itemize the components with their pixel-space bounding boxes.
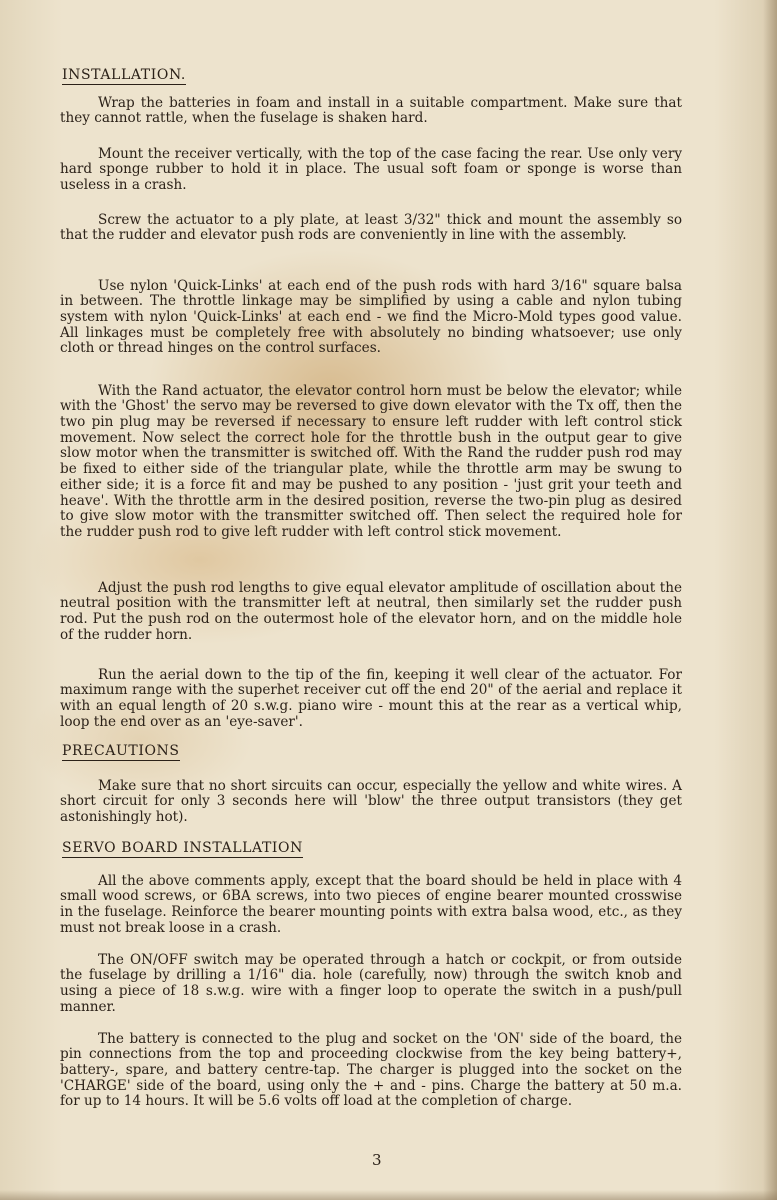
paragraph: All the above comments apply, except that the board should be held in place with 4 small wood screws, or 6BA screws, into two pieces of engine bearer mounted crosswise in the fuselage. Reinforce the bearer mounting points with extra balsa wood, etc., as they must not break loose in a crash.: [60, 872, 682, 936]
paragraph: Wrap the batteries in foam and install in a suitable compartment. Make sure that they cannot rattle, when the fuselage is shaken hard.: [60, 94, 682, 127]
page-edge-shadow: [763, 0, 777, 1200]
heading-precautions: PRECAUTIONS: [62, 743, 180, 759]
paragraph: With the Rand actuator, the elevator control horn must be below the elevator; while with the 'Ghost' the servo may be reversed to give down elevator with the Tx off, then the two pin plug may be reversed if necessary to ensure left rudder with left control stick movement. Now select the correct hole for the throttle bush in the output gear to give slow motor when the transmitter is switched off. With the Rand the rudder push rod may be fixed to either side of the triangular plate, while the throttle arm may be swung to either side; it is a force fit and may be pushed to any position - 'just grit your teeth and heave'. With the throttle arm in the desired position, reverse the two-pin plug as desired to give slow motor with the transmitter switched off. Then select the required hole for the rudder push rod to give left rudder with left control stick movement.: [60, 382, 682, 540]
paragraph: The battery is connected to the plug and socket on the 'ON' side of the board, the pin connections from the top and proceeding clockwise from the key being battery+, battery-, spare, and battery centre-tap. The charger is plugged into the socket on the 'CHARGE' side of the board, using only the + and - pins. Charge the battery at 50 m.a. for up to 14 hours. It will be 5.6 volts off load at the completion of charge.: [60, 1030, 682, 1110]
paragraph: Screw the actuator to a ply plate, at least 3/32" thick and mount the assembly so that the rudder and elevator push rods are conveniently in line with the assembly.: [60, 211, 682, 244]
page-bottom-shadow: [0, 1190, 777, 1200]
paragraph: Run the aerial down to the tip of the fin, keeping it well clear of the actuator. For maximum range with the superhet receiver cut off the end 20" of the aerial and replace it with an equal length of 20 s.w.g. piano wire - mount this at the rear as a vertical whip, loop the end over as an 'eye-saver'.: [60, 666, 682, 730]
paragraph: Use nylon 'Quick-Links' at each end of the push rods with hard 3/16" square balsa in between. The throttle linkage may be simplified by using a cable and nylon tubing system with nylon 'Quick-Links' at each end - we find the Micro-Mold types good value. All linkages must be completely free with absolutely no binding whatsoever; use only cloth or thread hinges on the control surfaces.: [60, 277, 682, 357]
heading-servo-board-installation: SERVO BOARD INSTALLATION: [62, 840, 303, 856]
paragraph: The ON/OFF switch may be operated through a hatch or cockpit, or from outside the fuselage by drilling a 1/16" dia. hole (carefully, now) through the switch knob and using a piece of 18 s.w.g. wire with a finger loop to operate the switch in a push/pull manner.: [60, 951, 682, 1015]
heading-installation: INSTALLATION.: [62, 67, 186, 83]
paragraph: Make sure that no short sircuits can occur, especially the yellow and white wires. A short circuit for only 3 seconds here will 'blow' the three output transistors (they get astonishingly hot).: [60, 777, 682, 825]
paragraph: Adjust the push rod lengths to give equal elevator amplitude of oscillation about the neutral position with the transmitter left at neutral, then similarly set the rudder push rod. Put the push rod on the outermost hole of the elevator horn, and on the middle hole of the rudder horn.: [60, 579, 682, 643]
page-number: 3: [372, 1151, 382, 1169]
paragraph: Mount the receiver vertically, with the top of the case facing the rear. Use only very hard sponge rubber to hold it in place. The usual soft foam or sponge is worse than useless in a crash.: [60, 145, 682, 193]
